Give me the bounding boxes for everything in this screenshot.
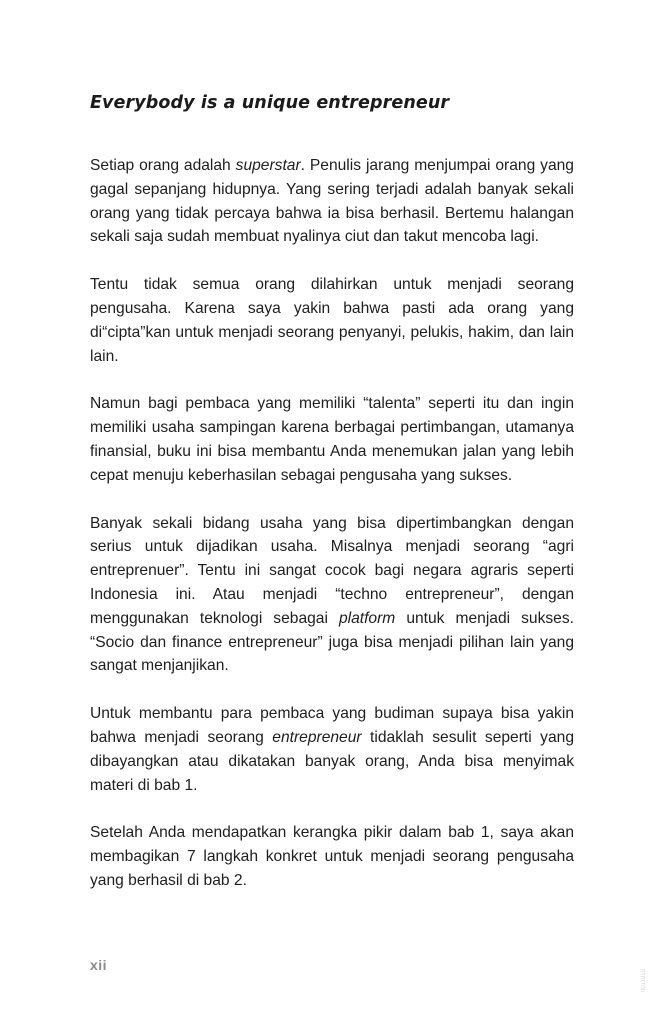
side-watermark: 0011010	[641, 969, 647, 992]
section-heading: Everybody is a unique entrepreneur	[90, 93, 450, 113]
paragraph-segment-italic: entrepreneur	[272, 728, 362, 746]
paragraph-segment: Banyak sekali bidang usaha yang bisa dipertimbangkan dengan serius untuk dijadikan usaha. Misalnya menjadi seorang “agri entreprenuer”. Tentu ini sangat cocok bagi negara agraris seperti Indonesia ini. Atau menjadi “techno entrepreneur”, dengan menggunakan teknologi sebagai	[90, 514, 574, 627]
paragraph-segment: Tentu tidak semua orang dilahirkan untuk menjadi seorang pengusaha. Karena saya yakin bahwa pasti ada orang yang di“cipta”kan untuk menjadi seorang penyanyi, pelukis, hakim, dan lain lain.	[90, 276, 574, 365]
paragraph-segment: Setiap orang adalah	[90, 157, 236, 174]
paragraph	[90, 821, 574, 892]
paragraph-segment: Setelah Anda mendapatkan kerangka pikir dalam bab 1, saya akan membagikan 7 langkah konkret untuk menjadi seorang pengusaha yang berhasil di bab 2.	[90, 824, 574, 889]
paragraph-segment-italic: platform	[338, 609, 396, 627]
paragraph-segment-italic: superstar	[235, 157, 301, 174]
paragraph-segment: tidaklah sesulit seperti yang dibayangkan atau dikatakan banyak orang, Anda bisa menyimak materi di bab 1.	[90, 728, 574, 794]
paragraph	[90, 154, 574, 249]
paragraph	[90, 392, 574, 487]
paragraph-segment: . Penulis jarang menjumpai orang yang gagal sepanjang hidupnya. Yang sering terjadi adalah banyak sekali orang yang tidak percaya bahwa ia bisa berhasil. Bertemu halangan sekali saja sudah membuat nyalinya ciut dan takut mencoba lagi.	[90, 157, 574, 246]
paragraph	[90, 512, 574, 679]
body-text	[90, 154, 574, 917]
paragraph-segment: Namun bagi pembaca yang memiliki “talenta” seperti itu dan ingin memiliki usaha sampingan karena berbagai pertimbangan, utamanya finansial, buku ini bisa membantu Anda menemukan jalan yang lebih cepat menuju keberhasilan sebagai pengusaha yang sukses.	[90, 395, 574, 484]
paragraph-segment: untuk menjadi sukses. “Socio dan finance entrepreneur” juga bisa menjadi pilihan lain yang sangat menjanjikan.	[90, 609, 574, 675]
paragraph	[90, 273, 574, 368]
paragraph	[90, 702, 574, 797]
paragraph-segment: Untuk membantu para pembaca yang budiman supaya bisa yakin bahwa menjadi seorang	[90, 705, 574, 746]
page-number: xii	[90, 957, 108, 973]
